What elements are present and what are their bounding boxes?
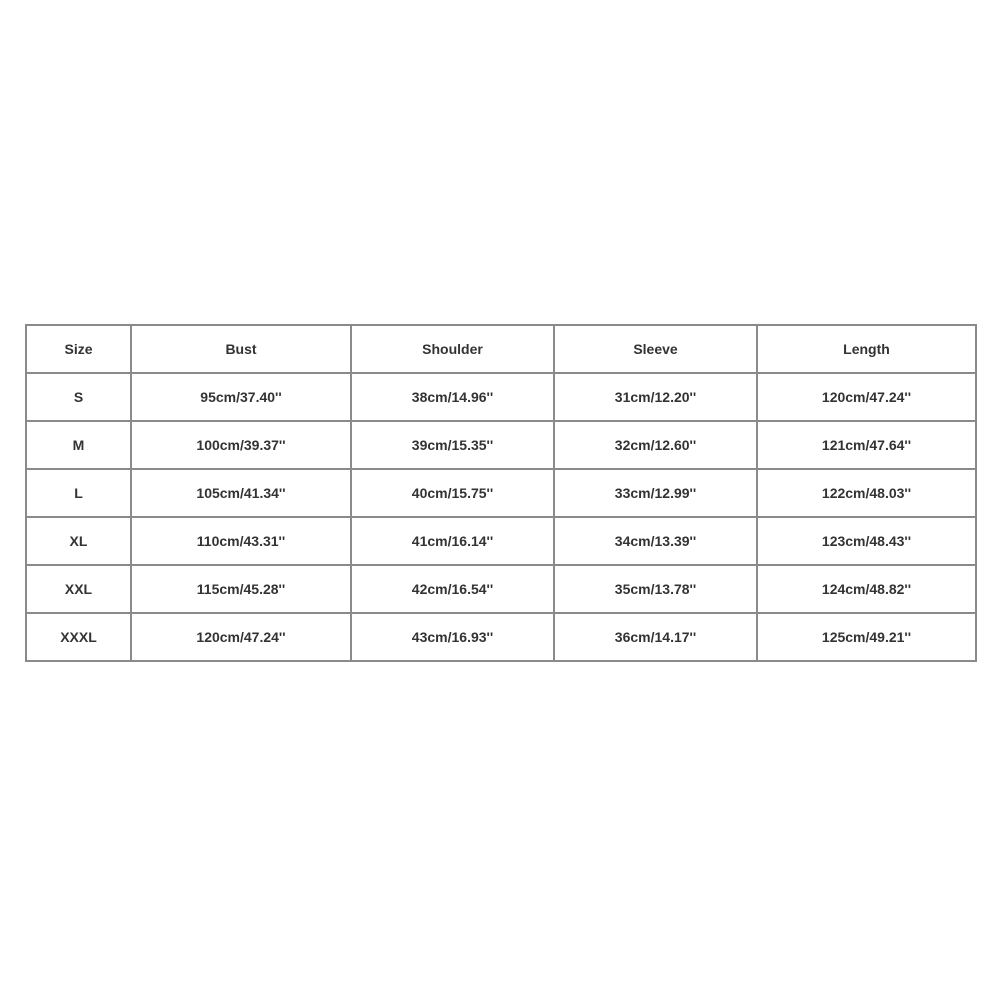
table-row bbox=[26, 517, 976, 565]
cell-size: L bbox=[26, 469, 131, 517]
header-sleeve: Sleeve bbox=[554, 325, 757, 373]
table-row bbox=[26, 613, 976, 661]
cell-shoulder: 40cm/15.75'' bbox=[351, 469, 554, 517]
cell-size: S bbox=[26, 373, 131, 421]
header-row bbox=[26, 325, 976, 373]
cell-sleeve: 33cm/12.99'' bbox=[554, 469, 757, 517]
header-length: Length bbox=[757, 325, 976, 373]
cell-sleeve: 32cm/12.60'' bbox=[554, 421, 757, 469]
header-size: Size bbox=[26, 325, 131, 373]
cell-sleeve: 36cm/14.17'' bbox=[554, 613, 757, 661]
cell-bust: 110cm/43.31'' bbox=[131, 517, 351, 565]
cell-bust: 95cm/37.40'' bbox=[131, 373, 351, 421]
cell-length: 125cm/49.21'' bbox=[757, 613, 976, 661]
header-shoulder: Shoulder bbox=[351, 325, 554, 373]
cell-bust: 100cm/39.37'' bbox=[131, 421, 351, 469]
cell-shoulder: 41cm/16.14'' bbox=[351, 517, 554, 565]
cell-length: 124cm/48.82'' bbox=[757, 565, 976, 613]
cell-sleeve: 34cm/13.39'' bbox=[554, 517, 757, 565]
cell-sleeve: 35cm/13.78'' bbox=[554, 565, 757, 613]
cell-size: M bbox=[26, 421, 131, 469]
cell-bust: 105cm/41.34'' bbox=[131, 469, 351, 517]
header-bust: Bust bbox=[131, 325, 351, 373]
table-row bbox=[26, 421, 976, 469]
table-row bbox=[26, 565, 976, 613]
cell-size: XL bbox=[26, 517, 131, 565]
cell-size: XXL bbox=[26, 565, 131, 613]
cell-length: 123cm/48.43'' bbox=[757, 517, 976, 565]
cell-length: 122cm/48.03'' bbox=[757, 469, 976, 517]
cell-shoulder: 43cm/16.93'' bbox=[351, 613, 554, 661]
size-chart-table bbox=[25, 324, 977, 662]
cell-bust: 120cm/47.24'' bbox=[131, 613, 351, 661]
cell-bust: 115cm/45.28'' bbox=[131, 565, 351, 613]
cell-shoulder: 42cm/16.54'' bbox=[351, 565, 554, 613]
cell-shoulder: 39cm/15.35'' bbox=[351, 421, 554, 469]
table-row bbox=[26, 469, 976, 517]
table-row bbox=[26, 373, 976, 421]
cell-sleeve: 31cm/12.20'' bbox=[554, 373, 757, 421]
cell-length: 120cm/47.24'' bbox=[757, 373, 976, 421]
cell-length: 121cm/47.64'' bbox=[757, 421, 976, 469]
cell-size: XXXL bbox=[26, 613, 131, 661]
cell-shoulder: 38cm/14.96'' bbox=[351, 373, 554, 421]
